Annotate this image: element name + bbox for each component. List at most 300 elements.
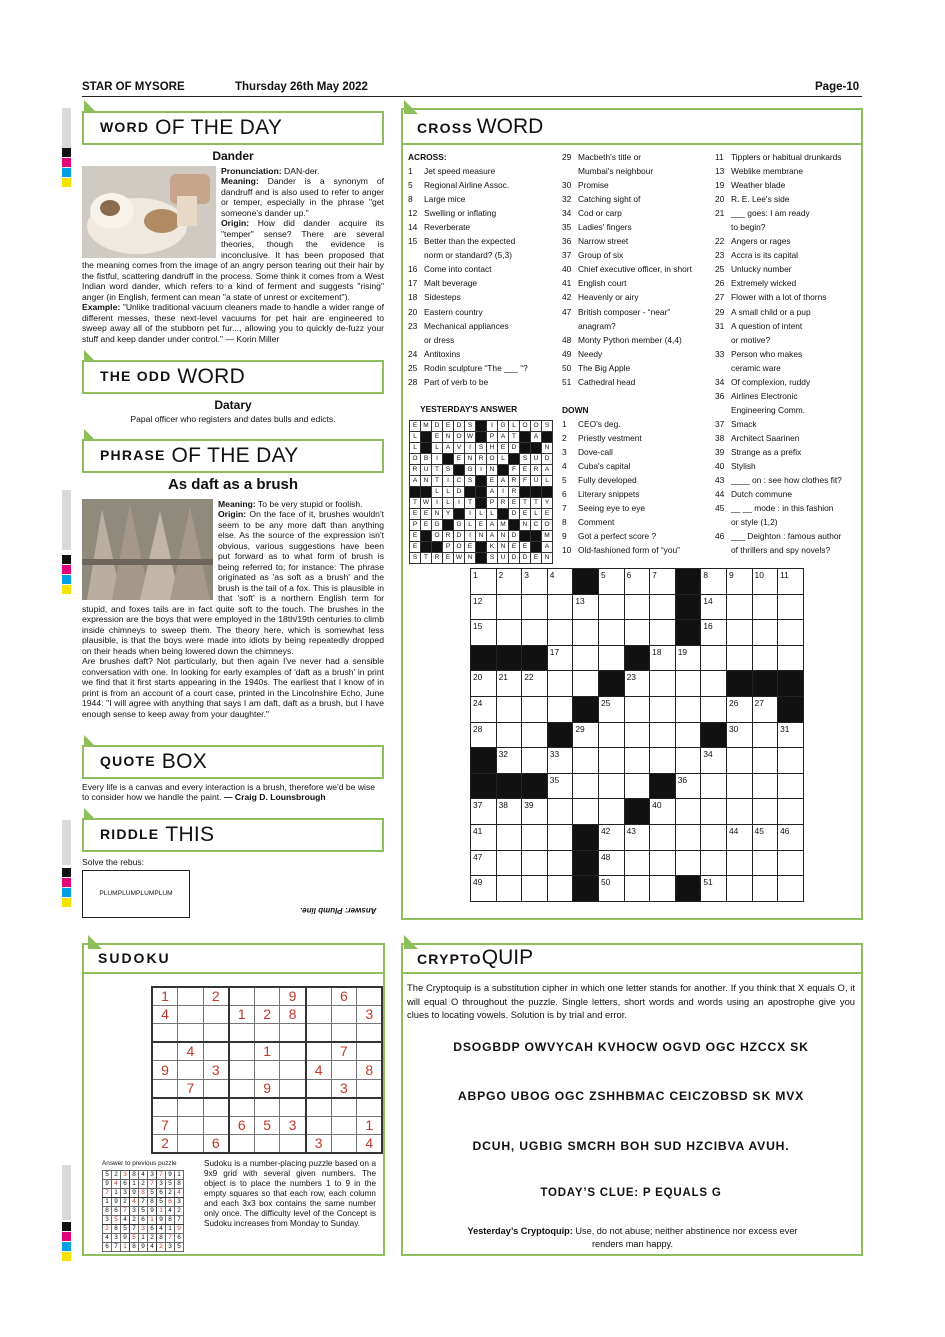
crossword-cell[interactable]	[624, 594, 650, 620]
crossword-cell[interactable]	[701, 748, 727, 774]
crossword-cell[interactable]	[701, 824, 727, 850]
crossword-cell[interactable]	[726, 645, 752, 671]
crossword-cell[interactable]	[598, 773, 624, 799]
sudoku-cell[interactable]	[203, 1024, 229, 1042]
sudoku-cell[interactable]: 2	[152, 1135, 178, 1154]
sudoku-cell[interactable]	[280, 1079, 306, 1098]
sudoku-cell[interactable]	[152, 1024, 178, 1042]
sudoku-cell[interactable]: 3	[357, 1006, 383, 1024]
crossword-cell[interactable]	[471, 722, 497, 748]
sudoku-cell[interactable]	[280, 1024, 306, 1042]
answer-cell: O	[432, 531, 443, 542]
clue-text: A question of intent	[731, 320, 803, 331]
crossword-cell[interactable]	[496, 876, 522, 902]
sudoku-cell[interactable]	[203, 1042, 229, 1061]
clue-number: 36	[562, 236, 572, 247]
clue-text: Monty Python member (4,4)	[578, 334, 682, 345]
crossword-cell[interactable]	[752, 569, 778, 595]
crossword-cell[interactable]	[496, 594, 522, 620]
sudoku-cell[interactable]	[229, 1024, 255, 1042]
crossword-cell[interactable]	[522, 799, 548, 825]
crossword-cell[interactable]	[675, 850, 701, 876]
black-square	[471, 748, 497, 774]
crossword-cell[interactable]	[547, 620, 573, 646]
sudoku-cell[interactable]	[357, 987, 383, 1006]
crossword-cell[interactable]	[726, 569, 752, 595]
sudoku-cell[interactable]	[357, 1079, 383, 1098]
crossword-cell[interactable]	[624, 850, 650, 876]
crossword-cell[interactable]	[701, 696, 727, 722]
crossword-cell[interactable]	[496, 799, 522, 825]
crossword-cell[interactable]	[650, 850, 676, 876]
crossword-cell[interactable]	[573, 799, 599, 825]
crossword-cell[interactable]	[650, 594, 676, 620]
crossword-cell[interactable]	[522, 594, 548, 620]
crossword-cell[interactable]	[496, 620, 522, 646]
crossword-cell[interactable]	[726, 876, 752, 902]
crossword-cell[interactable]	[496, 722, 522, 748]
cell-number: 22	[524, 672, 534, 683]
crossword-cell[interactable]	[598, 850, 624, 876]
crossword-row	[471, 722, 804, 748]
sudoku-cell[interactable]	[229, 1079, 255, 1098]
crossword-cell[interactable]	[752, 722, 778, 748]
clue	[562, 515, 680, 529]
crossword-cell[interactable]	[778, 773, 804, 799]
crossword-cell[interactable]	[624, 876, 650, 902]
sudoku-cell[interactable]: 4	[152, 1006, 178, 1024]
crossword-cell[interactable]	[752, 696, 778, 722]
crossword-cell[interactable]	[726, 799, 752, 825]
crossword-cell[interactable]	[573, 773, 599, 799]
clue-text: Got a perfect score ?	[578, 531, 657, 542]
sudoku-cell[interactable]: 2	[254, 1006, 280, 1024]
clue	[408, 178, 528, 192]
sudoku-cell[interactable]	[280, 1135, 306, 1154]
sudoku-cell[interactable]	[306, 987, 332, 1006]
prev-sudoku-cell: 6	[157, 1189, 166, 1198]
sudoku-cell[interactable]	[178, 1006, 204, 1024]
answer-cell: D	[542, 454, 553, 465]
crossword-cell[interactable]	[650, 671, 676, 697]
clue	[562, 276, 692, 290]
crossword-cell[interactable]	[598, 620, 624, 646]
answer-row	[410, 542, 553, 553]
crossword-cell[interactable]	[701, 620, 727, 646]
crossword-row	[471, 773, 804, 799]
crossword-cell[interactable]	[624, 696, 650, 722]
sudoku-cell[interactable]	[331, 1135, 357, 1154]
sudoku-cell[interactable]	[229, 1042, 255, 1061]
crossword-cell[interactable]	[547, 594, 573, 620]
crossword-cell[interactable]	[598, 799, 624, 825]
crossword-cell[interactable]	[471, 696, 497, 722]
sudoku-cell[interactable]: 7	[331, 1042, 357, 1061]
sudoku-cell[interactable]	[331, 1061, 357, 1079]
crossword-cell[interactable]	[778, 722, 804, 748]
crossword-cell[interactable]	[573, 594, 599, 620]
crossword-cell[interactable]	[624, 620, 650, 646]
page-number: Page-10	[815, 81, 860, 93]
crossword-cell[interactable]	[598, 722, 624, 748]
cell-number: 21	[498, 672, 508, 683]
yesterday-answer-grid	[409, 420, 553, 564]
crossword-cell[interactable]	[752, 645, 778, 671]
crossword-cell[interactable]	[650, 620, 676, 646]
sudoku-cell[interactable]: 3	[331, 1079, 357, 1098]
clue-text: Eastern country	[424, 306, 483, 317]
crossword-cell[interactable]	[522, 748, 548, 774]
crossword-cell[interactable]	[650, 799, 676, 825]
answer-cell: T	[520, 498, 531, 509]
sudoku-cell[interactable]: 3	[280, 1116, 306, 1134]
sudoku-cell[interactable]	[306, 1042, 332, 1061]
crossword-cell[interactable]	[522, 569, 548, 595]
clue-text: Needy	[578, 348, 603, 359]
crossword-cell[interactable]	[701, 876, 727, 902]
sudoku-cell[interactable]: 8	[357, 1061, 383, 1079]
crossword-cell[interactable]	[471, 799, 497, 825]
sudoku-cell[interactable]: 1	[357, 1116, 383, 1134]
sudoku-cell[interactable]: 2	[203, 987, 229, 1006]
sudoku-cell[interactable]: 4	[357, 1135, 383, 1154]
sudoku-cell[interactable]	[178, 1098, 204, 1116]
crossword-cell[interactable]	[778, 620, 804, 646]
crossword-cell[interactable]	[598, 824, 624, 850]
crossword-cell[interactable]	[573, 671, 599, 697]
crossword-cell[interactable]	[726, 620, 752, 646]
across-clues-col2	[562, 150, 692, 389]
sudoku-cell[interactable]	[229, 987, 255, 1006]
sudoku-cell[interactable]: 6	[331, 987, 357, 1006]
answer-row	[410, 509, 553, 520]
sudoku-cell[interactable]: 3	[203, 1061, 229, 1079]
crossword-cell[interactable]	[496, 569, 522, 595]
crossword-cell[interactable]	[726, 722, 752, 748]
header-corner	[88, 935, 102, 949]
crossword-cell[interactable]	[726, 850, 752, 876]
sudoku-cell[interactable]	[229, 1061, 255, 1079]
sudoku-cell[interactable]: 9	[280, 987, 306, 1006]
crossword-cell[interactable]	[701, 594, 727, 620]
black-square	[531, 531, 542, 542]
crossword-cell[interactable]	[726, 594, 752, 620]
crossword-cell[interactable]	[778, 850, 804, 876]
sudoku-cell[interactable]	[357, 1098, 383, 1116]
clue-number: 36	[715, 390, 725, 401]
crossword-cell[interactable]	[675, 696, 701, 722]
crossword-cell[interactable]	[547, 645, 573, 671]
sudoku-cell[interactable]: 5	[254, 1116, 280, 1134]
answer-row	[410, 432, 553, 443]
clue	[715, 290, 842, 304]
crossword-cell[interactable]	[675, 773, 701, 799]
crossword-cell[interactable]	[650, 824, 676, 850]
prev-sudoku-cell: 9	[139, 1243, 148, 1252]
black-square	[476, 498, 487, 509]
crossword-cell[interactable]	[547, 773, 573, 799]
crossword-cell[interactable]	[650, 569, 676, 595]
sudoku-cell[interactable]	[306, 1024, 332, 1042]
clue-text: Part of verb to be	[424, 376, 489, 387]
crossword-cell[interactable]	[726, 824, 752, 850]
crossword-cell[interactable]	[650, 645, 676, 671]
sudoku-cell[interactable]	[357, 1042, 383, 1061]
answer-cell: G	[498, 421, 509, 432]
sudoku-cell[interactable]	[254, 987, 280, 1006]
crossword-cell[interactable]	[598, 748, 624, 774]
cryptoquip-intro: The Cryptoquip is a substitution cipher in which one letter stands for another. If you think that X equals O, it will equal O throughout the puzzle. Single letters, short words and words using an apostrophe give you clues to locating vowels. Solution is by trial and error.	[407, 982, 855, 1020]
answer-cell: B	[421, 454, 432, 465]
crossword-cell[interactable]	[752, 773, 778, 799]
sudoku-cell[interactable]: 6	[203, 1135, 229, 1154]
crossword-cell[interactable]	[701, 671, 727, 697]
sudoku-cell[interactable]	[331, 1098, 357, 1116]
sudoku-cell[interactable]	[152, 1079, 178, 1098]
crossword-cell[interactable]	[701, 799, 727, 825]
answer-cell: L	[476, 509, 487, 520]
crossword-cell[interactable]	[778, 645, 804, 671]
sudoku-cell[interactable]: 4	[178, 1042, 204, 1061]
crossword-cell[interactable]	[752, 620, 778, 646]
sudoku-cell[interactable]	[306, 1116, 332, 1134]
cell-number: 43	[626, 825, 636, 836]
sudoku-cell[interactable]: 7	[152, 1116, 178, 1134]
crossword-cell[interactable]	[471, 671, 497, 697]
sudoku-cell[interactable]	[203, 1006, 229, 1024]
sudoku-cell[interactable]	[306, 1098, 332, 1116]
crossword-cell[interactable]	[752, 850, 778, 876]
crossword-cell[interactable]	[598, 696, 624, 722]
crossword-cell[interactable]	[675, 799, 701, 825]
quote-body: Every life is a canvas and every interaction is a brush, therefore we'd be wise to consider how we handle the paint. — Craig D. Lounsbrough	[82, 782, 376, 803]
crossword-cell[interactable]	[522, 696, 548, 722]
sudoku-cell[interactable]	[229, 1098, 255, 1116]
sudoku-cell[interactable]	[203, 1116, 229, 1134]
crossword-cell[interactable]	[675, 748, 701, 774]
prev-sudoku-cell: 1	[157, 1207, 166, 1216]
crossword-cell[interactable]	[778, 824, 804, 850]
crossword-cell[interactable]	[778, 748, 804, 774]
crossword-cell[interactable]	[701, 569, 727, 595]
sudoku-cell[interactable]: 1	[229, 1006, 255, 1024]
crossword-cell[interactable]	[522, 722, 548, 748]
crossword-cell[interactable]	[778, 876, 804, 902]
prev-sudoku-cell: 2	[130, 1216, 139, 1225]
clue-text: or motive?	[731, 334, 771, 345]
crossword-cell[interactable]	[547, 850, 573, 876]
crossword-cell[interactable]	[752, 748, 778, 774]
sudoku-cell[interactable]: 9	[254, 1079, 280, 1098]
sudoku-cell[interactable]: 3	[306, 1135, 332, 1154]
crossword-cell[interactable]	[547, 671, 573, 697]
crossword-cell[interactable]	[701, 645, 727, 671]
crossword-cell[interactable]	[752, 824, 778, 850]
answer-cell: A	[487, 487, 498, 498]
crossword-cell[interactable]	[471, 569, 497, 595]
crossword-cell[interactable]	[522, 876, 548, 902]
crossword-cell[interactable]	[471, 876, 497, 902]
sudoku-cell[interactable]	[254, 1061, 280, 1079]
crossword-cell[interactable]	[778, 569, 804, 595]
prev-sudoku-cell: 7	[175, 1216, 184, 1225]
clue-number: 41	[562, 278, 572, 289]
clue-text: Person who makes	[731, 348, 803, 359]
clue	[408, 192, 528, 206]
crossword-cell[interactable]	[496, 850, 522, 876]
sudoku-cell[interactable]: 9	[152, 1061, 178, 1079]
crossword-cell[interactable]	[522, 620, 548, 646]
crossword-cell[interactable]	[496, 824, 522, 850]
clue-text: __ __ mode : in this fashion	[731, 503, 834, 514]
sudoku-cell[interactable]	[203, 1079, 229, 1098]
crossword-cell[interactable]	[650, 722, 676, 748]
sudoku-cell[interactable]: 4	[306, 1061, 332, 1079]
answer-cell: W	[454, 553, 465, 564]
crossword-cell[interactable]	[573, 620, 599, 646]
crossword-cell[interactable]	[471, 594, 497, 620]
crossword-cell[interactable]	[624, 671, 650, 697]
sudoku-cell[interactable]	[254, 1135, 280, 1154]
answer-cell: E	[531, 553, 542, 564]
crossword-cell[interactable]	[471, 824, 497, 850]
prev-sudoku-cell: 4	[103, 1234, 112, 1243]
cell-number: 27	[754, 697, 764, 708]
crossword-cell[interactable]	[675, 824, 701, 850]
answer-cell: O	[542, 520, 553, 531]
crossword-cell[interactable]	[624, 748, 650, 774]
sudoku-cell[interactable]	[280, 1098, 306, 1116]
crossword-cell[interactable]	[496, 696, 522, 722]
sudoku-cell[interactable]	[331, 1116, 357, 1134]
crossword-cell[interactable]	[701, 850, 727, 876]
sudoku-cell[interactable]	[357, 1024, 383, 1042]
crossword-cell[interactable]	[701, 773, 727, 799]
clue	[715, 473, 842, 487]
crossword-cell[interactable]	[650, 748, 676, 774]
crossword-cell[interactable]	[547, 824, 573, 850]
clue-number: 13	[715, 166, 725, 177]
sudoku-cell[interactable]	[178, 1135, 204, 1154]
prev-sudoku-cell: 4	[157, 1225, 166, 1234]
sudoku-cell[interactable]	[331, 1024, 357, 1042]
crossword-cell[interactable]	[522, 671, 548, 697]
crossword-cell[interactable]	[598, 876, 624, 902]
crossword-cell[interactable]	[778, 594, 804, 620]
crossword-cell[interactable]	[624, 569, 650, 595]
sudoku-cell[interactable]	[306, 1079, 332, 1098]
black-square	[498, 465, 509, 476]
sudoku-cell[interactable]	[152, 1042, 178, 1061]
clue-number: 31	[715, 320, 725, 331]
crossword-cell[interactable]	[675, 671, 701, 697]
black-square	[520, 531, 531, 542]
sudoku-cell[interactable]	[178, 1061, 204, 1079]
crossword-cell[interactable]	[726, 773, 752, 799]
clue-text: Accra is its capital	[731, 250, 799, 261]
crossword-cell[interactable]	[471, 620, 497, 646]
sudoku-row	[152, 1135, 382, 1154]
crossword-cell[interactable]	[624, 824, 650, 850]
crossword-cell[interactable]	[650, 876, 676, 902]
crossword-cell[interactable]	[778, 799, 804, 825]
black-square	[520, 487, 531, 498]
cell-number: 14	[703, 595, 713, 606]
sudoku-cell[interactable]	[254, 1024, 280, 1042]
crossword-cell[interactable]	[496, 671, 522, 697]
sudoku-cell[interactable]	[178, 987, 204, 1006]
black-square	[496, 773, 522, 799]
crossword-cell[interactable]	[675, 645, 701, 671]
crossword-cell[interactable]	[752, 799, 778, 825]
crossword-cell[interactable]	[547, 569, 573, 595]
sudoku-cell[interactable]: 8	[280, 1006, 306, 1024]
crossword-cell[interactable]	[624, 722, 650, 748]
sudoku-cell[interactable]	[280, 1042, 306, 1061]
margin-bar	[62, 108, 71, 148]
sudoku-cell[interactable]	[331, 1006, 357, 1024]
clue-text: Cathedral head	[578, 376, 636, 387]
riddle-answer: Answer: Plumb line.	[300, 905, 377, 915]
sudoku-cell[interactable]	[178, 1116, 204, 1134]
crossword-cell[interactable]	[522, 824, 548, 850]
crossword-cell[interactable]	[496, 748, 522, 774]
crossword-cell[interactable]	[522, 850, 548, 876]
crossword-cell[interactable]	[598, 645, 624, 671]
sudoku-cell[interactable]	[152, 1098, 178, 1116]
crossword-cell[interactable]	[573, 645, 599, 671]
crossword-cell[interactable]	[624, 773, 650, 799]
crossword-cell[interactable]	[598, 594, 624, 620]
crossword-cell[interactable]	[752, 594, 778, 620]
prev-sudoku-cell: 1	[130, 1180, 139, 1189]
sudoku-cell[interactable]: 1	[254, 1042, 280, 1061]
sudoku-cell[interactable]	[229, 1135, 255, 1154]
crossword-row	[471, 671, 804, 697]
crossword-cell[interactable]	[726, 696, 752, 722]
clue	[562, 262, 692, 276]
across-clues-col1	[408, 150, 528, 389]
sudoku-cell[interactable]: 1	[152, 987, 178, 1006]
black-square	[471, 645, 497, 671]
crossword-cell[interactable]	[471, 850, 497, 876]
crossword-cell[interactable]	[675, 722, 701, 748]
crossword-cell[interactable]	[573, 748, 599, 774]
answer-cell: O	[487, 454, 498, 465]
crossword-cell[interactable]	[547, 799, 573, 825]
crossword-cell[interactable]	[650, 696, 676, 722]
sudoku-cell[interactable]	[178, 1024, 204, 1042]
sudoku-cell[interactable]	[306, 1006, 332, 1024]
sudoku-cell[interactable]	[254, 1098, 280, 1116]
crossword-cell[interactable]	[752, 876, 778, 902]
crossword-cell[interactable]	[547, 696, 573, 722]
crossword-cell[interactable]	[547, 748, 573, 774]
clue	[715, 389, 842, 403]
sudoku-cell[interactable]: 6	[229, 1116, 255, 1134]
sudoku-cell[interactable]	[280, 1061, 306, 1079]
crossword-cell[interactable]	[598, 569, 624, 595]
answer-cell: T	[465, 498, 476, 509]
black-square	[509, 520, 520, 531]
prev-sudoku-cell: 3	[175, 1198, 184, 1207]
clue	[715, 403, 842, 417]
sudoku-cell[interactable]: 7	[178, 1079, 204, 1098]
crossword-cell[interactable]	[547, 876, 573, 902]
crossword-cell[interactable]	[726, 748, 752, 774]
sudoku-cell[interactable]	[203, 1098, 229, 1116]
crossword-cell[interactable]	[573, 722, 599, 748]
